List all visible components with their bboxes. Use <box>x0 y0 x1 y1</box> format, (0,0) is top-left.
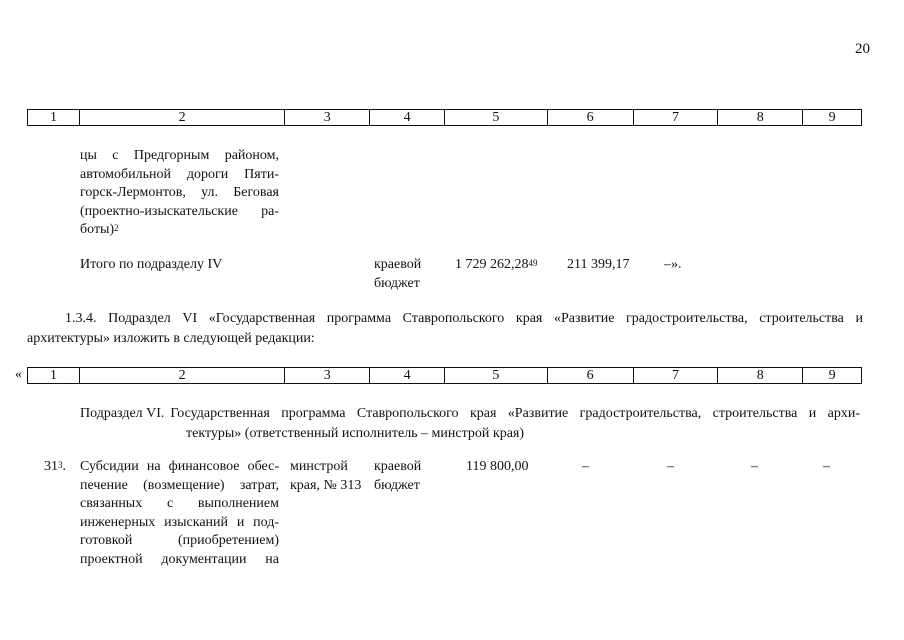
col-number-4: 4 <box>369 368 444 383</box>
total-amount-2: 211 399,17 <box>567 257 630 272</box>
col-number-2: 2 <box>79 110 285 125</box>
col-number-5: 5 <box>444 110 547 125</box>
description-line: (проектно-изыскательские ра- <box>80 203 279 219</box>
description-line: печение (возмещение) затрат, <box>80 477 279 493</box>
col-number-7: 7 <box>633 110 718 125</box>
col-number-9: 9 <box>802 368 861 383</box>
col-number-1: 1 <box>49 368 57 383</box>
footnote-ref: 2 <box>114 223 119 233</box>
col-number-8: 8 <box>717 368 802 383</box>
col-number-3: 3 <box>284 368 369 383</box>
description-line: связанных с выполнением <box>80 496 279 511</box>
description-last-line: боты)$^2$ <box>80 222 119 237</box>
col-number-4: 4 <box>369 110 444 125</box>
description-line: горск-Лермонтов, ул. Беговая <box>80 185 279 200</box>
col-number-3: 3 <box>284 110 369 125</box>
opening-quote: « <box>15 367 22 382</box>
row-description <box>80 458 279 569</box>
footnote-ref: 49 <box>528 258 538 268</box>
continued-description <box>80 147 279 240</box>
column-number-header-bottom <box>27 367 862 384</box>
col-number-6: 6 <box>547 110 633 125</box>
column-number-header-top <box>27 109 862 126</box>
subsection-title-line-2: тектуры» (ответственный исполнитель – минстрой края) <box>186 426 525 441</box>
instruction-line-1: 1.3.4. Подраздел VI «Государственная программа Ставропольского края «Развитие градостроительства, строительства и <box>65 311 863 326</box>
col-number-1: 1 <box>49 110 57 125</box>
col-number-7: 7 <box>633 368 718 383</box>
row-amount: 119 800,00 <box>466 459 529 474</box>
subsection-heading <box>80 404 860 444</box>
instruction-line-2: архитектуры» изложить в следующей редакции: <box>27 331 315 346</box>
description-line: цы с Предгорным районом, <box>80 148 279 163</box>
description-line: инженерных изысканий и под- <box>80 514 279 530</box>
col-number-9: 9 <box>802 110 861 125</box>
subsection-label: Подраздел VI. <box>80 406 165 421</box>
total-tail: –». <box>664 257 682 272</box>
total-amount: 1 729 262,28$^{49}$ <box>455 257 538 272</box>
page-number: 20 <box>855 41 870 57</box>
row-dash-col9: – <box>823 459 830 474</box>
row-dash-col8: – <box>751 459 758 474</box>
description-line: автомобильной дороги Пяти- <box>80 166 279 182</box>
row-executor: минстрой края, № 313 <box>290 459 362 493</box>
description-line: проектной документации на <box>80 551 279 567</box>
instruction-paragraph <box>27 309 863 349</box>
row-dash-col6: – <box>582 459 589 474</box>
row-dash-col7: – <box>667 459 674 474</box>
total-budget: краевой бюджет <box>374 257 422 291</box>
col-number-2: 2 <box>79 368 285 383</box>
subsection-title-line-1: Государственная программа Ставропольского края «Развитие градостроительства, строительства и архи- <box>170 406 860 421</box>
description-line: готовкой (приобретением) <box>80 533 279 548</box>
col-number-5: 5 <box>444 368 547 383</box>
total-label: Итого по подразделу IV <box>80 257 223 272</box>
row-number: $31^3$. <box>44 459 66 474</box>
col-number-6: 6 <box>547 368 633 383</box>
col-number-8: 8 <box>717 110 802 125</box>
row-budget: краевой бюджет <box>374 459 422 493</box>
description-line: Субсидии на финансовое обес- <box>80 459 279 474</box>
